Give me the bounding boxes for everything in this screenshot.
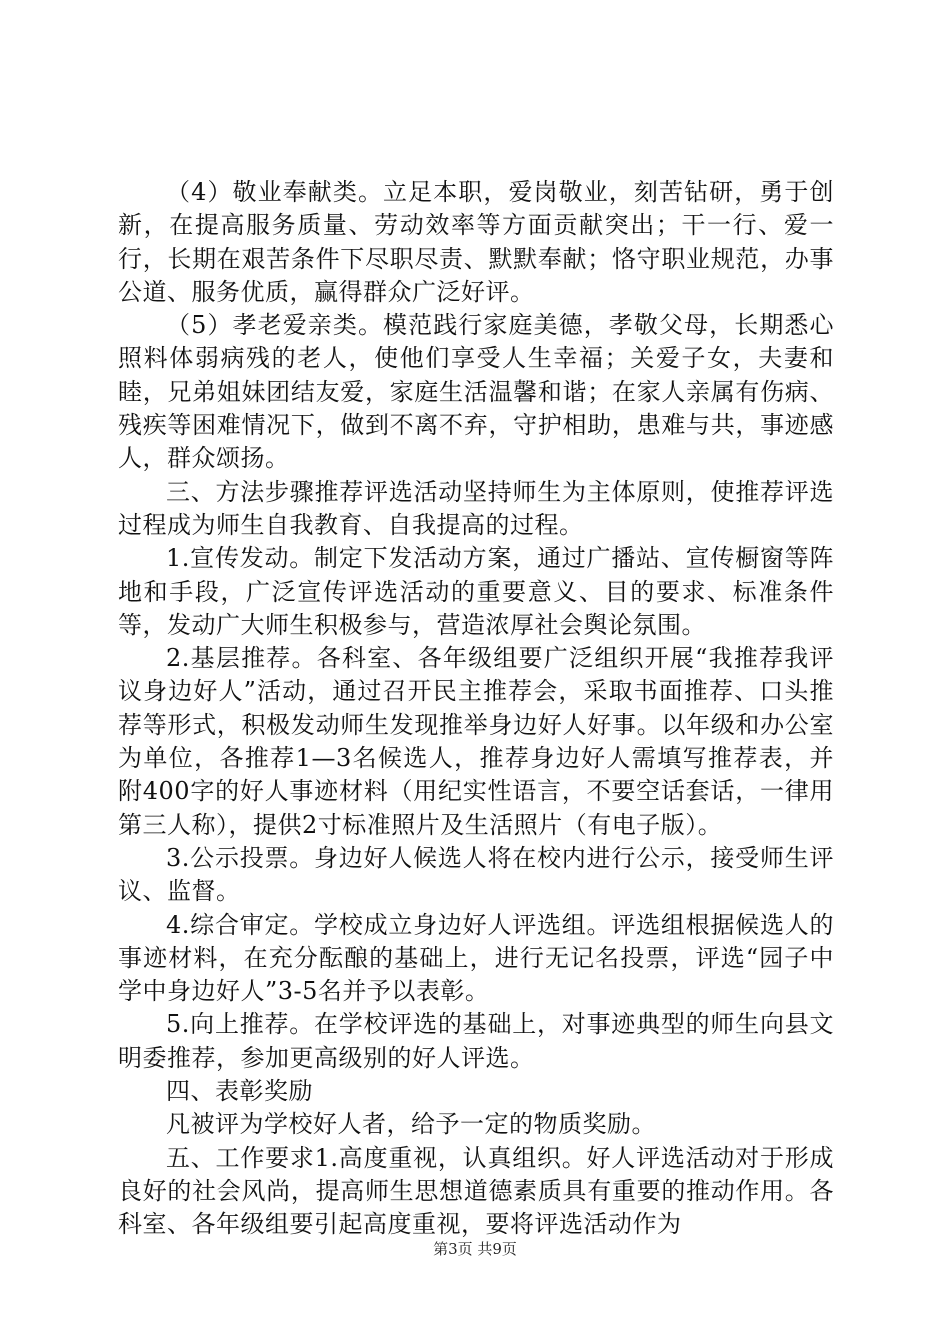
paragraph-step-recommendation: 2.基层推荐。各科室、各年级组要广泛组织开展“我推荐我评议身边好人”活动，通过召开民主推荐会，采取书面推荐、口头推荐等形式，积极发动师生发现推举身边好人好事。以年级和办公室为单位，各推荐1—3名候选人，推荐身边好人需填写推荐表，并附400字的好人事迹材料（用纪实性语言，不要空话套话，一律用第三人称），提供2寸标准照片及生活照片（有电子版）。 [118, 644, 834, 839]
paragraph-step-review: 4.综合审定。学校成立身边好人评选组。评选组根据候选人的事迹材料，在充分酝酿的基础上，进行无记名投票，评选“园子中学中身边好人”3-5名并予以表彰。 [118, 910, 834, 1006]
paragraph-section-three: 三、方法步骤推荐评选活动坚持师生为主体原则，使推荐评选过程成为师生自我教育、自我提高的过程。 [118, 477, 834, 539]
paragraph-filial-piety: （5）孝老爱亲类。模范践行家庭美德，孝敬父母，长期悉心照料体弱病残的老人，使他们享受人生幸福；关爱子女，夫妻和睦，兄弟姐妹团结友爱，家庭生活温馨和谐；在家人亲属有伤病、残疾等困难情况下，做到不离不弃，守护相助，患难与共，事迹感人，群众颂扬。 [118, 311, 834, 473]
paragraph-dedication: （4）敬业奉献类。立足本职，爱岗敬业，刻苦钻研，勇于创新，在提高服务质量、劳动效率等方面贡献突出；干一行、爱一行，长期在艰苦条件下尽职尽责、默默奉献；恪守职业规范，办事公道、服务优质，赢得群众广泛好评。 [118, 178, 834, 306]
paragraph-section-five: 五、工作要求1.高度重视，认真组织。好人评选活动对于形成良好的社会风尚，提高师生思想道德素质具有重要的推动作用。各科室、各年级组要引起高度重视，要将评选活动作为 [118, 1143, 834, 1239]
paragraph-awards: 凡被评为学校好人者，给予一定的物质奖励。 [166, 1110, 656, 1139]
paragraph-step-publicity: 1.宣传发动。制定下发活动方案，通过广播站、宣传橱窗等阵地和手段，广泛宣传评选活动的重要意义、目的要求、标准条件等，发动广大师生积极参与，营造浓厚社会舆论氛围。 [118, 544, 834, 639]
page-footer: 第3页 共9页 [433, 1240, 517, 1258]
paragraph-step-public-vote: 3.公示投票。身边好人候选人将在校内进行公示，接受师生评议、监督。 [118, 843, 834, 906]
document-body [118, 176, 834, 1242]
heading-section-four: 四、表彰奖励 [166, 1077, 313, 1106]
paragraph-step-upward: 5.向上推荐。在学校评选的基础上，对事迹典型的师生向县文明委推荐，参加更高级别的好人评选。 [118, 1010, 834, 1072]
